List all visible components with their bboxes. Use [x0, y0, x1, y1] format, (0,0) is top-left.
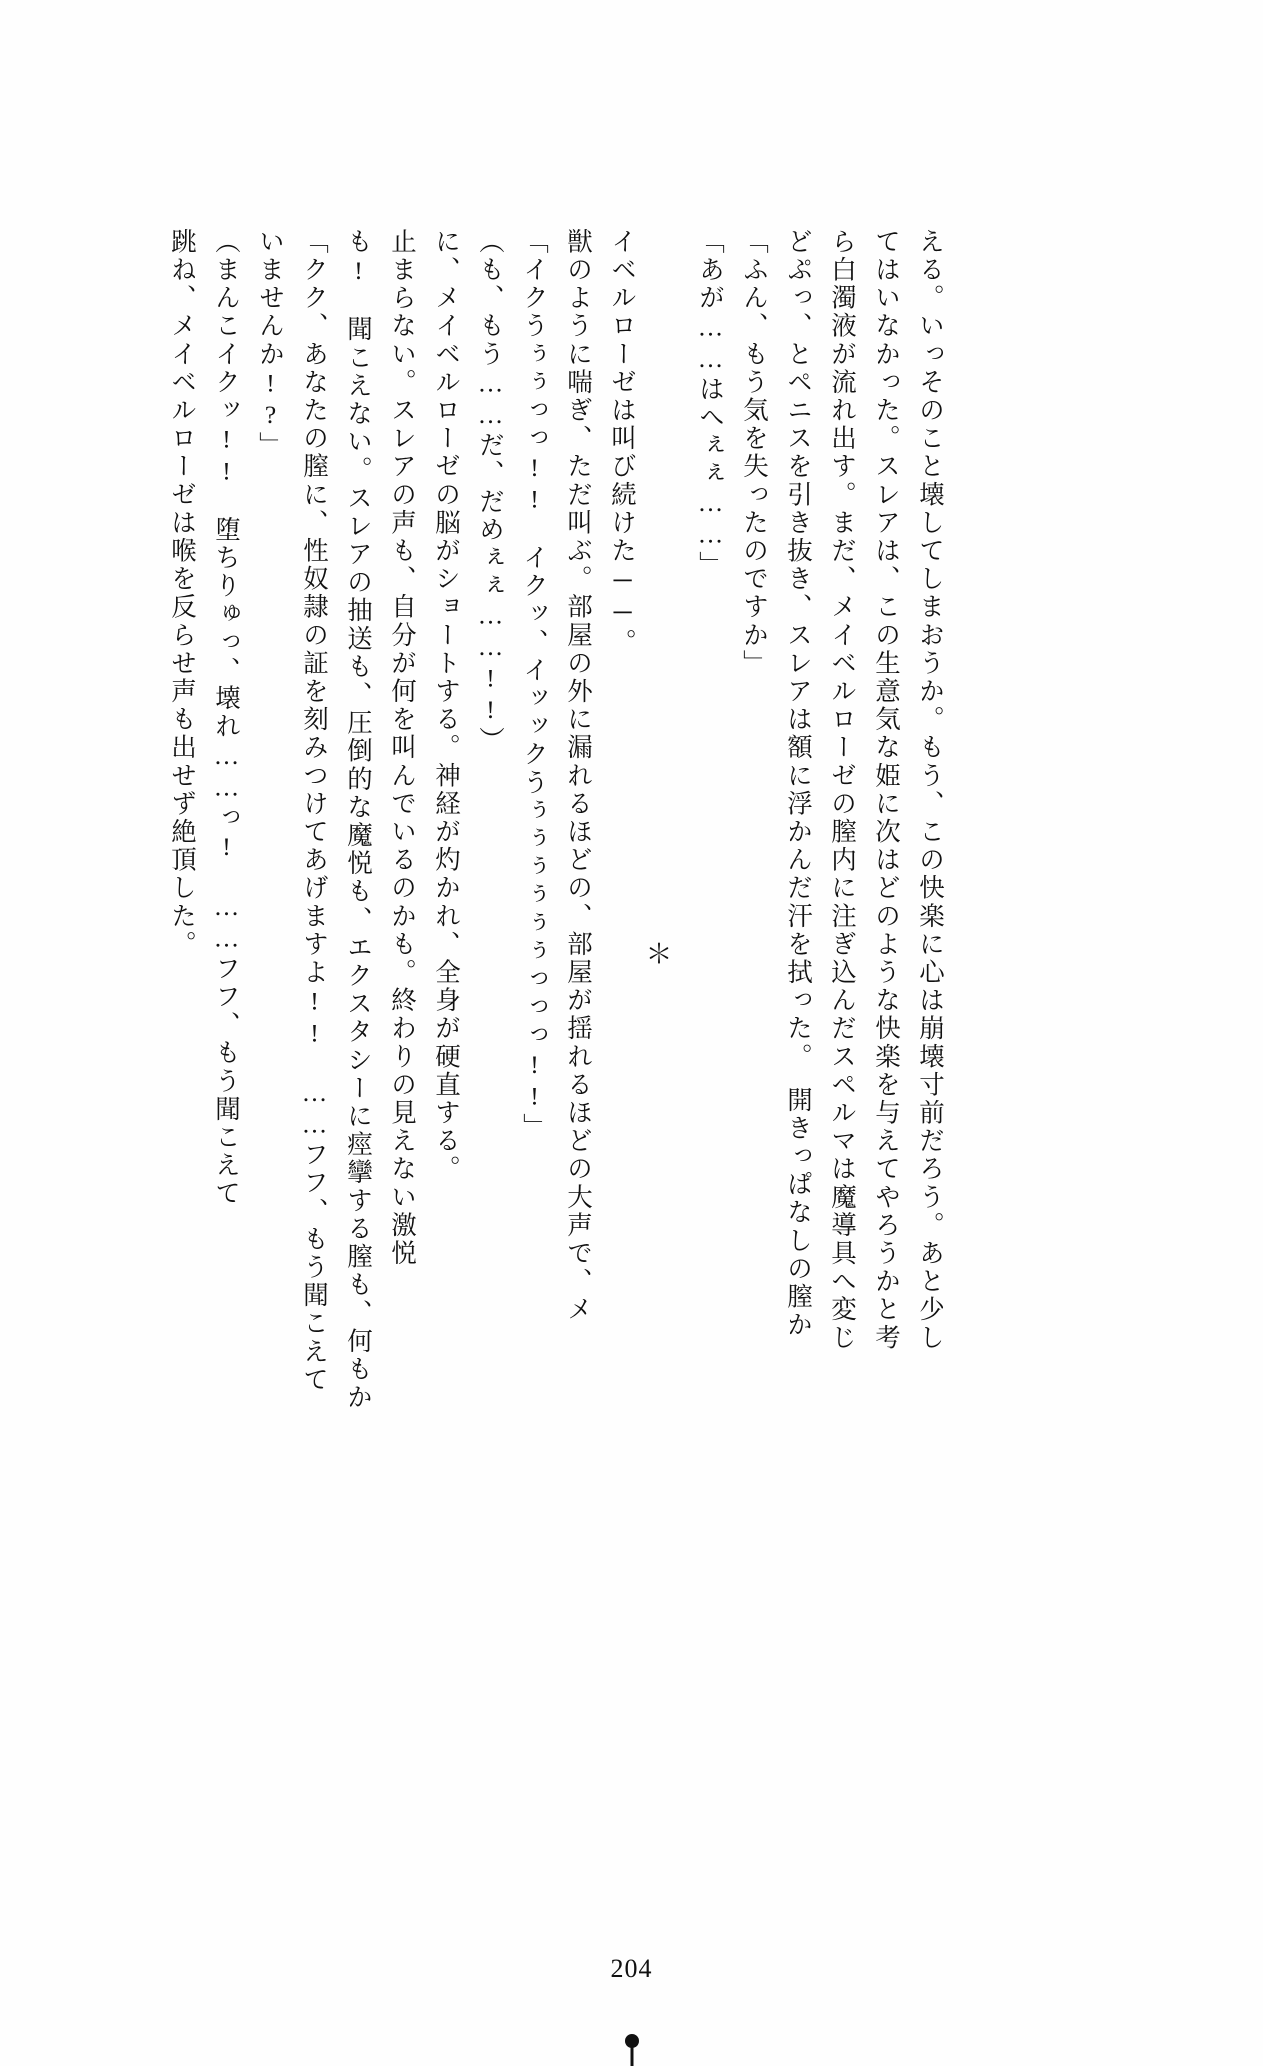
text-column: いませんか!?」 [256, 228, 285, 460]
text-column: 「イクうぅぅっっ!! イクッ、イッックうぅぅぅぅぅぅっっっ!!」 [520, 228, 549, 1142]
text-column: てはいなかった。スレアは、この生意気な姫に次はどのような快楽を与えてやろうかと考 [872, 228, 901, 1352]
text-column: （も、もう……だ、だめぇぇ……!!） [476, 228, 505, 755]
text-column: える。いっそのこと壊してしまおうか。もう、この快楽に心は崩壊寸前だろう。あと少し [916, 228, 945, 1352]
text-column: も! 聞こえない。スレアの抽送も、圧倒的な魔悦も、エクスタシーに痙攣する膣も、何もか [344, 228, 373, 1412]
vertical-text-block [151, 228, 1151, 1598]
text-column: 跳ね、メイベルローゼは喉を反らせ声も出せず絶頂した。 [168, 228, 197, 959]
text-column: 「クク、あなたの膣に、性奴隷の証を刻みつけてあげますよ!! ……フフ、もう聞こえて [300, 228, 329, 1395]
text-column: 獣のように喘ぎ、ただ叫ぶ。部屋の外に漏れるほどの、部屋が揺れるほどの大声で、メ [564, 228, 593, 1324]
section-separator [635, 228, 679, 1598]
text-column: ら白濁液が流れ出す。まだ、メイベルローゼの膣内に注ぎ込んだスペルマは魔導具へ変じ [828, 228, 857, 1352]
separator-asterisk: ＊ [641, 939, 672, 967]
text-column: 止まらない。スレアの声も、自分が何を叫んでいるのかも。終わりの見えない激悦 [388, 228, 417, 1268]
page-number: 204 [610, 1954, 653, 1983]
text-column: 「あが……はへぇぇ……」 [696, 228, 725, 580]
text-column: に、メイベルローゼの脳がショートする。神経が灼かれ、全身が硬直する。 [432, 228, 461, 1184]
text-column: どぷっ、とペニスを引き抜き、スレアは額に浮かんだ汗を拭った。 開きっぱなしの膣か [784, 228, 813, 1340]
text-column: イベルローゼは叫び続けた──。 [608, 228, 637, 657]
text-column: （まんこイクッ!! 堕ちりゅっ、壊れ……っ! ……フフ、もう聞こえて [212, 228, 241, 1208]
text-column: 「ふん、もう気を失ったのですか」 [740, 228, 769, 678]
folio-rule-ornament [630, 2046, 633, 2066]
